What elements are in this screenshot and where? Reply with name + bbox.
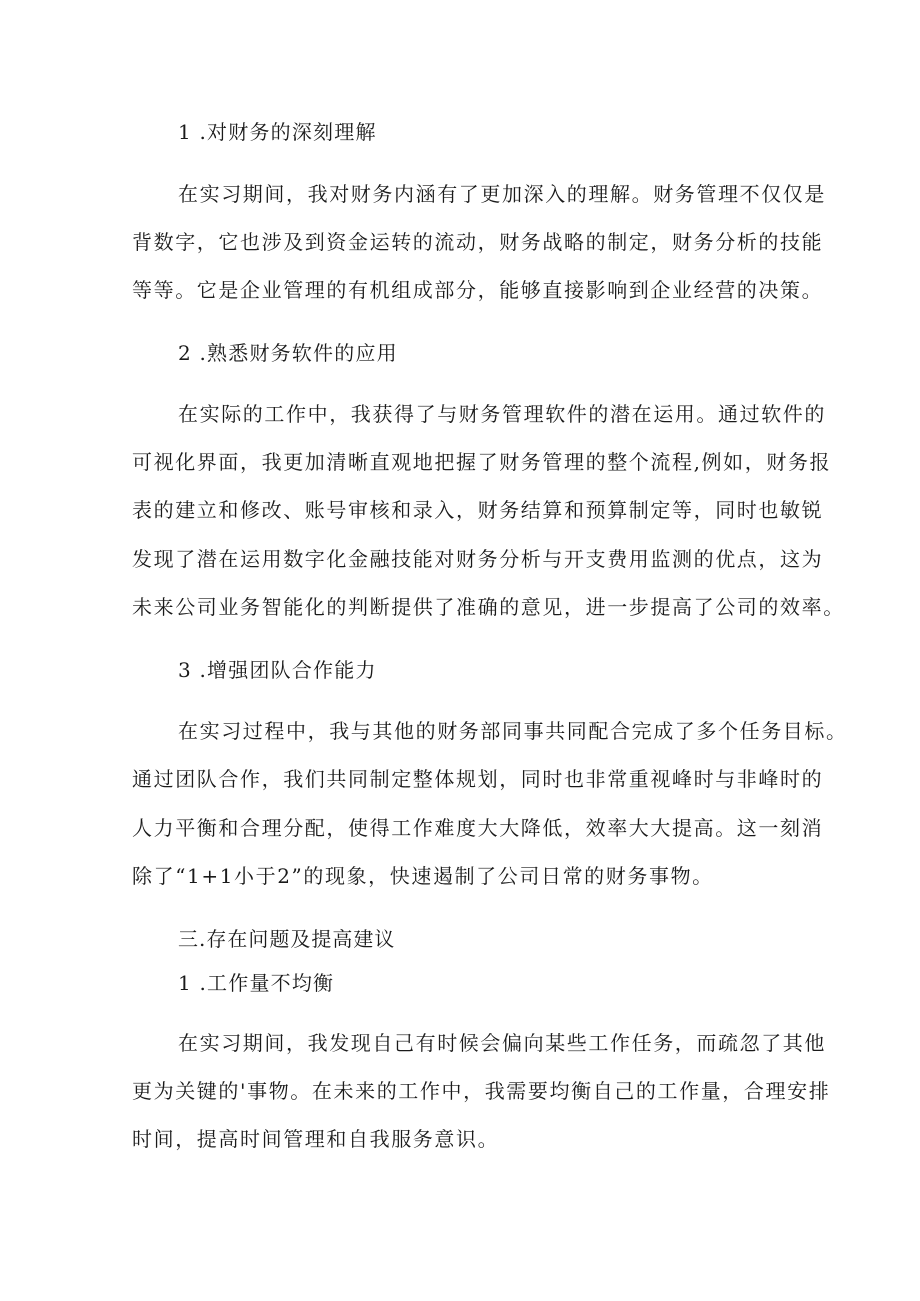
paragraph-line: 在实习期间，我发现自己有时候会偏向某些工作任务，而疏忽了其他 — [178, 1031, 826, 1055]
paragraph-line: 发现了潜在运用数字化金融技能对财务分析与开支费用监测的优点，这为 — [132, 547, 824, 571]
heading-workload: 1 .工作量不均衡 — [178, 971, 335, 995]
paragraph-line: 在实习过程中，我与其他的财务部同事共同配合完成了多个任务目标。 — [178, 719, 848, 743]
paragraph-line: 表的建立和修改、账号审核和录入，财务结算和预算制定等，同时也敏锐 — [132, 498, 824, 522]
paragraph-line: 未来公司业务智能化的判断提供了准确的意见，进一步提高了公司的效率。 — [132, 595, 845, 619]
paragraph-line: 人力平衡和合理分配，使得工作难度大大降低，效率大大提高。这一刻消 — [132, 816, 824, 840]
paragraph-line: 在实习期间，我对财务内涵有了更加深入的理解。财务管理不仅仅是 — [178, 182, 826, 206]
paragraph-line: 通过团队合作，我们共同制定整体规划，同时也非常重视峰时与非峰时的 — [132, 767, 824, 791]
paragraph-line: 除了“1+1小于2”的现象，快速遏制了公司日常的财务事物。 — [132, 864, 714, 888]
heading-1: 1 .对财务的深刻理解 — [178, 120, 377, 144]
paragraph-line: 更为关键的'事物。在未来的工作中，我需要均衡自己的工作量，合理安排 — [132, 1079, 831, 1103]
heading-2: 2 .熟悉财务软件的应用 — [178, 341, 398, 365]
paragraph-line: 时间，提高时间管理和自我服务意识。 — [132, 1127, 500, 1151]
section-title: 三.存在问题及提高建议 — [178, 927, 396, 951]
paragraph-line: 在实际的工作中，我获得了与财务管理软件的潜在运用。通过软件的 — [178, 402, 826, 426]
heading-3: 3 .增强团队合作能力 — [178, 658, 377, 682]
paragraph-line: 背数字，它也涉及到资金运转的流动，财务战略的制定，财务分析的技能 — [132, 230, 824, 254]
paragraph-line: 等等。它是企业管理的有机组成部分，能够直接影响到企业经营的决策。 — [132, 278, 824, 302]
paragraph-line: 可视化界面，我更加清晰直观地把握了财务管理的整个流程,例如，财务报 — [132, 450, 832, 474]
